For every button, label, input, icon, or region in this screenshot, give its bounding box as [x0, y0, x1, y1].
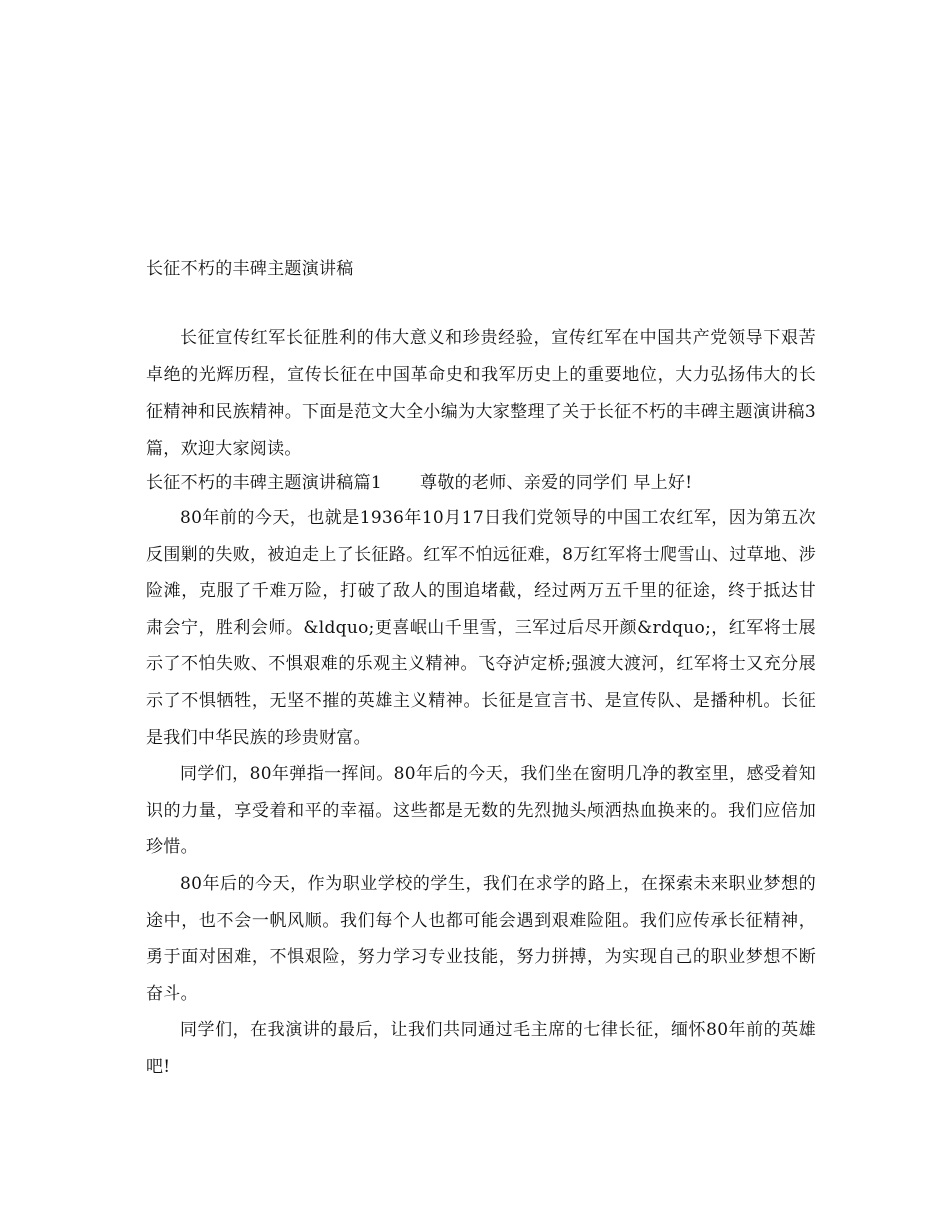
document-body [146, 256, 816, 1086]
body-paragraph-2: 同学们，80年弹指一挥间。80年后的今天，我们坐在窗明几净的教室里，感受着知识的力量，享受着和平的幸福。这些都是无数的先烈抛头颅洒热血换来的。我们应倍加珍惜。 [146, 764, 816, 858]
section-heading-line [146, 470, 816, 496]
body-paragraph-1: 80年前的今天，也就是1936年10月17日我们党领导的中国工农红军，因为第五次反围剿的失败，被迫走上了长征路。红军不怕远征难，8万红军将士爬雪山、过草地、涉险滩，克服了千难万险，打破了敌人的围追堵截，经过两万五千里的征途，终于抵达甘肃会宁，胜利会师。&ldquo;更喜岷山千里雪，三军过后尽开颜&rdquo;，红军将士展示了不怕失败、不惧艰难的乐观主义精神。飞夺泸定桥;强渡大渡河，红军将士又充分展示了不惧牺牲，无坚不摧的英雄主义精神。长征是宣言书、是宣传队、是播种机。长征是我们中华民族的珍贵财富。 [146, 508, 816, 748]
document-title: 长征不朽的丰碑主题演讲稿 [146, 259, 354, 279]
body-paragraph-3: 80年后的今天，作为职业学校的学生，我们在求学的路上，在探索未来职业梦想的途中，也不会一帆风顺。我们每个人也都可能会遇到艰难险阻。我们应传承长征精神，勇于面对困难，不惧艰险，努力学习专业技能，努力拼搏，为实现自己的职业梦想不断奋斗。 [146, 873, 816, 1004]
intro-paragraph: 长征宣传红军长征胜利的伟大意义和珍贵经验，宣传红军在中国共产党领导下艰苦卓绝的光辉历程，宣传长征在中国革命史和我军历史上的重要地位，大力弘扬伟大的长征精神和民族精神。下面是范文大全小编为大家整理了关于长征不朽的丰碑主题演讲稿3篇，欢迎大家阅读。 [146, 328, 816, 459]
section-heading: 长征不朽的丰碑主题演讲稿篇1 [146, 473, 383, 493]
body-paragraph-4: 同学们，在我演讲的最后，让我们共同通过毛主席的七律长征，缅怀80年前的英雄吧! [146, 1020, 816, 1077]
greeting: 尊敬的老师、亲爱的同学们 早上好! [420, 473, 693, 493]
